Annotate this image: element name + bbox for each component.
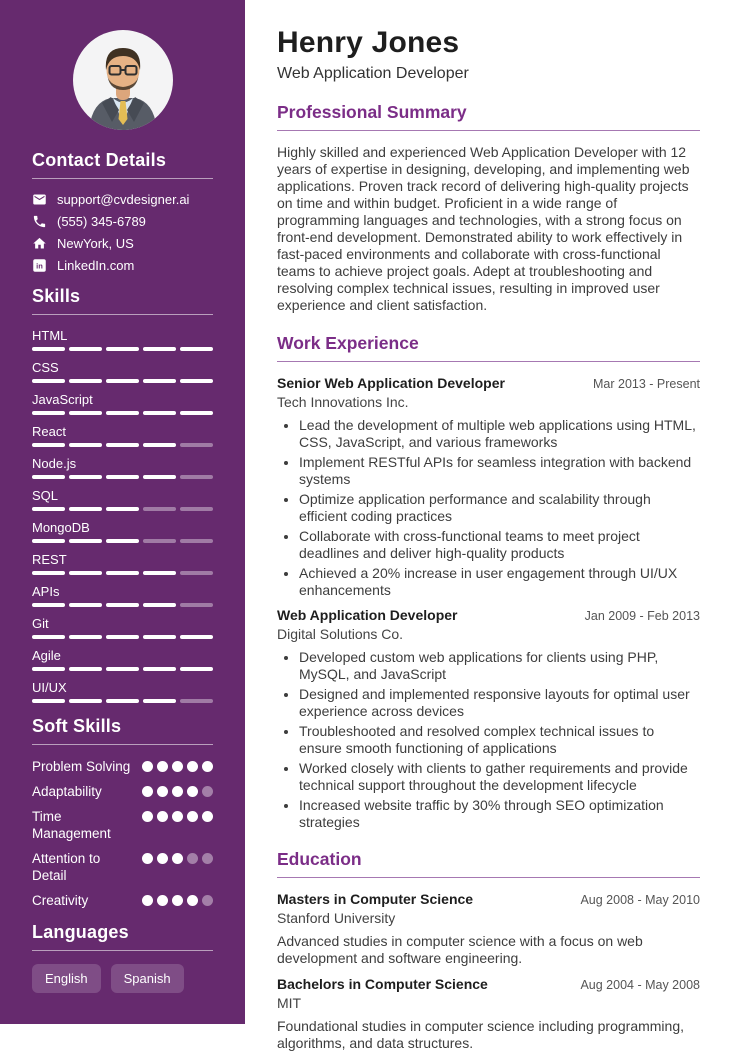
skill-bar-segment <box>143 507 176 511</box>
skill-bar-segment <box>32 603 65 607</box>
skill-bar-segment <box>143 635 176 639</box>
job-company: Tech Innovations Inc. <box>277 394 409 410</box>
skill-bar-segment <box>32 667 65 671</box>
education-degree: Bachelors in Computer Science <box>277 976 488 992</box>
skill-label: CSS <box>32 360 59 375</box>
skill-item <box>32 584 213 607</box>
skill-bar-segment <box>180 443 213 447</box>
education-entry <box>277 891 700 967</box>
phone-icon <box>32 214 47 229</box>
education-description: Foundational studies in computer science including programming, algorithms, and data structures. <box>277 1018 684 1051</box>
skill-bar-segment <box>69 507 102 511</box>
job-company: Digital Solutions Co. <box>277 626 404 642</box>
skill-bar-segment <box>106 507 139 511</box>
contact-item[interactable] <box>32 258 213 273</box>
skill-bar-segment <box>69 475 102 479</box>
skill-item <box>32 520 213 543</box>
person-name: Henry Jones <box>277 26 460 59</box>
soft-skill-item <box>32 783 213 800</box>
section-divider <box>277 877 700 878</box>
experience-section-title: Work Experience <box>277 333 419 353</box>
skill-label: Agile <box>32 648 61 663</box>
skill-bar-segment <box>69 667 102 671</box>
skill-bar-segment <box>180 571 213 575</box>
linkedin-icon <box>32 258 47 273</box>
soft-skill-rating <box>142 758 213 775</box>
education-dates: Aug 2008 - May 2010 <box>580 893 700 907</box>
skills-list <box>32 328 213 703</box>
skill-label: APIs <box>32 584 60 599</box>
skill-bar-segment <box>32 635 65 639</box>
section-divider <box>32 178 213 179</box>
skill-bar-segment <box>106 667 139 671</box>
contact-text: NewYork, US <box>57 236 134 251</box>
job-bullet: • Collaborate with cross-functional teams to meet project deadlines and deliver high-quality products <box>299 528 700 561</box>
contact-item <box>32 236 213 251</box>
skill-bar-segment <box>106 635 139 639</box>
skill-level-bar <box>32 347 213 351</box>
skill-bar-segment <box>32 379 65 383</box>
skill-bar-segment <box>69 571 102 575</box>
soft-skill-item <box>32 892 213 909</box>
skill-level-bar <box>32 443 213 447</box>
skill-bar-segment <box>143 603 176 607</box>
soft-skill-rating <box>142 892 213 909</box>
rating-dot <box>157 811 168 822</box>
job-header-row <box>277 375 700 391</box>
contact-text: (555) 345-6789 <box>57 214 146 229</box>
education-header-row <box>277 976 700 992</box>
skill-bar-segment <box>180 603 213 607</box>
skill-bar-segment <box>180 635 213 639</box>
skill-bar-segment <box>32 539 65 543</box>
skill-item <box>32 360 213 383</box>
home-icon <box>32 236 47 251</box>
skill-bar-segment <box>143 699 176 703</box>
soft-skill-item <box>32 808 213 842</box>
person-job-title: Web Application Developer <box>277 65 469 82</box>
skill-bar-segment <box>32 475 65 479</box>
rating-dot <box>202 853 213 864</box>
rating-dot <box>142 811 153 822</box>
education-description: Advanced studies in computer science with a focus on web development and software engineering. <box>277 933 643 966</box>
soft-skill-label: Time Management <box>32 809 111 841</box>
rating-dot <box>142 786 153 797</box>
skill-level-bar <box>32 379 213 383</box>
job-entry <box>277 607 700 830</box>
summary-section-title: Professional Summary <box>277 102 467 122</box>
skills-section-title: Skills <box>32 286 81 306</box>
job-bullet: • Designed and implemented responsive layouts for optimal user experience across devices <box>299 686 700 719</box>
education-dates: Aug 2004 - May 2008 <box>580 978 700 992</box>
languages-section <box>32 922 213 993</box>
contact-item <box>32 214 213 229</box>
main-content <box>245 0 730 1051</box>
soft-skill-item <box>32 758 213 775</box>
skill-item <box>32 616 213 639</box>
skill-label: JavaScript <box>32 392 93 407</box>
language-pill: Spanish <box>111 964 184 993</box>
email-icon <box>32 192 47 207</box>
rating-dot <box>202 811 213 822</box>
skill-bar-segment <box>106 699 139 703</box>
skill-bar-segment <box>32 699 65 703</box>
job-header-row <box>277 607 700 623</box>
education-school: MIT <box>277 995 302 1011</box>
skill-bar-segment <box>32 443 65 447</box>
rating-dot <box>202 786 213 797</box>
skill-item <box>32 424 213 447</box>
rating-dot <box>187 761 198 772</box>
rating-dot <box>157 895 168 906</box>
skill-bar-segment <box>69 379 102 383</box>
skill-bar-segment <box>69 443 102 447</box>
skill-bar-segment <box>143 347 176 351</box>
rating-dot <box>187 786 198 797</box>
jobs-list <box>277 375 700 830</box>
skill-label: UI/UX <box>32 680 67 695</box>
rating-dot <box>157 786 168 797</box>
rating-dot <box>157 853 168 864</box>
education-list <box>277 891 700 1052</box>
skill-level-bar <box>32 475 213 479</box>
skill-bar-segment <box>106 603 139 607</box>
job-bullet: • Optimize application performance and scalability through efficient coding practices <box>299 491 700 524</box>
soft-skills-section <box>32 716 213 909</box>
skill-level-bar <box>32 635 213 639</box>
soft-skill-label: Adaptability <box>32 784 102 799</box>
skill-bar-segment <box>69 635 102 639</box>
skill-bar-segment <box>69 699 102 703</box>
rating-dot <box>172 811 183 822</box>
skill-item <box>32 648 213 671</box>
skill-bar-segment <box>106 379 139 383</box>
rating-dot <box>202 895 213 906</box>
soft-skill-item <box>32 850 213 884</box>
skill-bar-segment <box>180 667 213 671</box>
job-title: Senior Web Application Developer <box>277 375 505 391</box>
rating-dot <box>187 895 198 906</box>
soft-skill-rating <box>142 850 213 884</box>
job-bullet: • Lead the development of multiple web applications using HTML, CSS, JavaScript, and various frameworks <box>299 417 700 450</box>
profile-photo <box>73 30 173 130</box>
rating-dot <box>142 761 153 772</box>
skill-bar-segment <box>106 475 139 479</box>
soft-skill-rating <box>142 783 213 800</box>
soft-skill-label: Problem Solving <box>32 759 131 774</box>
profile-photo-illustration <box>73 30 173 130</box>
skill-level-bar <box>32 571 213 575</box>
skill-item <box>32 680 213 703</box>
svg-text:in: in <box>36 261 43 271</box>
skill-bar-segment <box>180 347 213 351</box>
skill-bar-segment <box>180 379 213 383</box>
skill-bar-segment <box>143 411 176 415</box>
skill-bar-segment <box>69 411 102 415</box>
language-pill: English <box>32 964 101 993</box>
job-bullet: • Worked closely with clients to gather requirements and provide technical support throughout the development lifecycle <box>299 760 700 793</box>
contact-text: LinkedIn.com <box>57 258 135 273</box>
skill-label: React <box>32 424 66 439</box>
skill-bar-segment <box>180 539 213 543</box>
skill-bar-segment <box>106 539 139 543</box>
job-bullet: • Developed custom web applications for clients using PHP, MySQL, and JavaScript <box>299 649 700 682</box>
job-title: Web Application Developer <box>277 607 458 623</box>
soft-skills-list <box>32 758 213 909</box>
rating-dot <box>172 895 183 906</box>
rating-dot <box>187 853 198 864</box>
rating-dot <box>187 811 198 822</box>
education-school: Stanford University <box>277 910 396 926</box>
rating-dot <box>142 853 153 864</box>
skill-level-bar <box>32 699 213 703</box>
job-dates: Mar 2013 - Present <box>593 377 700 391</box>
job-bullet: • Increased website traffic by 30% through SEO optimization strategies <box>299 797 700 830</box>
rating-dot <box>172 853 183 864</box>
skill-label: Git <box>32 616 49 631</box>
section-divider <box>32 744 213 745</box>
skill-bar-segment <box>143 379 176 383</box>
skill-item <box>32 488 213 511</box>
rating-dot <box>172 761 183 772</box>
education-section <box>277 849 700 1052</box>
skill-label: SQL <box>32 488 59 503</box>
skill-item <box>32 392 213 415</box>
skill-bar-segment <box>106 571 139 575</box>
education-section-title: Education <box>277 849 362 869</box>
skill-level-bar <box>32 603 213 607</box>
summary-section <box>277 102 700 314</box>
skill-item <box>32 552 213 575</box>
skill-bar-segment <box>106 443 139 447</box>
skill-item <box>32 456 213 479</box>
contact-list <box>32 192 213 273</box>
skill-bar-segment <box>106 347 139 351</box>
contact-text: support@cvdesigner.ai <box>57 192 190 207</box>
education-header-row <box>277 891 700 907</box>
contact-section-title: Contact Details <box>32 150 167 170</box>
skill-level-bar <box>32 507 213 511</box>
contact-section <box>32 150 213 273</box>
skill-level-bar <box>32 539 213 543</box>
skill-bar-segment <box>180 699 213 703</box>
skill-bar-segment <box>143 539 176 543</box>
skill-label: HTML <box>32 328 68 343</box>
job-bullets <box>277 649 700 830</box>
job-entry <box>277 375 700 598</box>
skill-bar-segment <box>180 411 213 415</box>
skill-bar-segment <box>32 571 65 575</box>
summary-text: Highly skilled and experienced Web Application Developer with 12 years of expertise in designing, developing, and implementing web applications. Proven track record of delivering high-quality projects on time and within budget. Proficient in a wide range of programming languages and technologies, with a strong focus on front-end development. Demonstrated ability to work effectively in fast-paced environments and collaborate with cross-functional teams to achieve project goals. Adept at troubleshooting and resolving complex technical issues, resulting in improved user experience and client satisfaction. <box>277 144 690 313</box>
rating-dot <box>142 895 153 906</box>
soft-skill-rating <box>142 808 213 842</box>
skills-section <box>32 286 213 703</box>
job-dates: Jan 2009 - Feb 2013 <box>584 609 700 623</box>
section-divider <box>277 361 700 362</box>
skill-level-bar <box>32 667 213 671</box>
section-divider <box>277 130 700 131</box>
soft-skill-label: Attention to Detail <box>32 851 101 883</box>
skill-bar-segment <box>106 411 139 415</box>
skill-bar-segment <box>180 507 213 511</box>
contact-item[interactable] <box>32 192 213 207</box>
job-bullet: • Achieved a 20% increase in user engagement through UI/UX enhancements <box>299 565 700 598</box>
education-entry <box>277 976 700 1052</box>
education-degree: Masters in Computer Science <box>277 891 474 907</box>
rating-dot <box>157 761 168 772</box>
skill-label: Node.js <box>32 456 77 471</box>
skill-bar-segment <box>32 411 65 415</box>
skill-bar-segment <box>69 539 102 543</box>
skill-bar-segment <box>143 667 176 671</box>
experience-section <box>277 333 700 830</box>
section-divider <box>32 314 213 315</box>
soft-skill-label: Creativity <box>32 893 89 908</box>
skill-bar-segment <box>69 603 102 607</box>
skill-bar-segment <box>143 443 176 447</box>
job-bullet: • Troubleshooted and resolved complex technical issues to ensure smooth functioning of applications <box>299 723 700 756</box>
job-bullet: • Implement RESTful APIs for seamless integration with backend systems <box>299 454 700 487</box>
skill-label: REST <box>32 552 67 567</box>
skill-bar-segment <box>180 475 213 479</box>
rating-dot <box>172 786 183 797</box>
skill-bar-segment <box>32 347 65 351</box>
section-divider <box>32 950 213 951</box>
resume-header <box>277 26 700 83</box>
languages-section-title: Languages <box>32 922 129 942</box>
skill-level-bar <box>32 411 213 415</box>
skill-label: MongoDB <box>32 520 90 535</box>
sidebar <box>0 0 245 1024</box>
skill-bar-segment <box>32 507 65 511</box>
languages-list <box>32 964 213 993</box>
skill-bar-segment <box>143 571 176 575</box>
skill-bar-segment <box>143 475 176 479</box>
rating-dot <box>202 761 213 772</box>
job-bullets <box>277 417 700 598</box>
skill-bar-segment <box>69 347 102 351</box>
soft-skills-section-title: Soft Skills <box>32 716 122 736</box>
skill-item <box>32 328 213 351</box>
